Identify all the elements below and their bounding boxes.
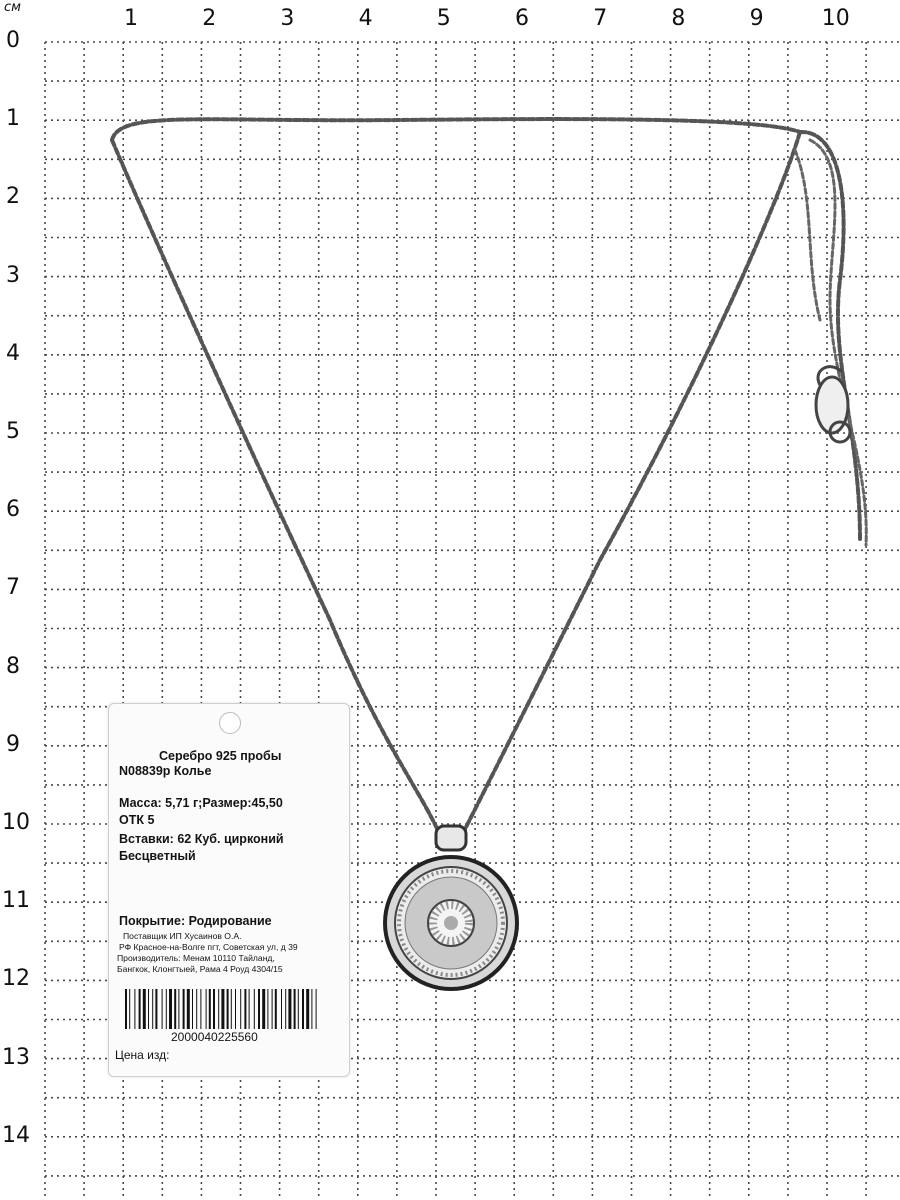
y-tick-label: 0 bbox=[6, 28, 20, 53]
x-tick-label: 2 bbox=[202, 6, 217, 31]
y-tick-label: 3 bbox=[6, 262, 20, 288]
y-tick-label: 12 bbox=[2, 966, 30, 992]
x-tick-label: 3 bbox=[280, 6, 295, 31]
x-tick-label: 8 bbox=[671, 6, 686, 31]
tag-manufacturer-address: Бангкок, Клонгтыей, Рама 4 Роуд 4304/15 bbox=[117, 964, 283, 974]
tag-price-label: Цена изд: bbox=[115, 1048, 170, 1062]
tag-barcode-number: 2000040225560 bbox=[171, 1030, 258, 1044]
y-tick-label: 1 bbox=[6, 106, 20, 132]
chain-extension bbox=[800, 132, 860, 540]
tag-color: Бесцветный bbox=[119, 849, 196, 863]
y-tick-label: 6 bbox=[6, 497, 20, 523]
y-tick-label: 14 bbox=[2, 1122, 30, 1148]
x-tick-label: 6 bbox=[515, 6, 529, 31]
chain-top-strand bbox=[112, 119, 800, 140]
x-tick-label: 4 bbox=[358, 6, 373, 31]
chain-right-strand bbox=[462, 132, 800, 835]
x-tick-label: 1 bbox=[124, 6, 138, 31]
pendant-bail bbox=[436, 826, 466, 850]
tag-hole bbox=[219, 712, 241, 734]
y-tick-label: 9 bbox=[6, 731, 20, 757]
y-tick-label: 8 bbox=[6, 653, 20, 679]
y-tick-label: 4 bbox=[6, 340, 20, 366]
barcode-image bbox=[123, 989, 323, 1029]
tag-article: N08839p Колье bbox=[119, 764, 212, 778]
tag-inserts: Вставки: 62 Куб. цирконий bbox=[119, 832, 284, 846]
chain-extension-3 bbox=[795, 150, 820, 320]
y-tick-label: 10 bbox=[2, 810, 30, 835]
x-tick-label: 5 bbox=[436, 6, 451, 31]
y-tick-label: 11 bbox=[2, 888, 30, 914]
y-tick-label: 5 bbox=[6, 419, 20, 444]
tag-supplier: Поставщик ИП Хусаинов О.А. bbox=[123, 931, 242, 941]
y-tick-label: 2 bbox=[6, 184, 20, 210]
y-tick-label: 7 bbox=[6, 575, 20, 601]
round-pendant bbox=[385, 857, 517, 989]
unit-label: см bbox=[4, 0, 21, 15]
x-tick-label: 10 bbox=[821, 6, 850, 31]
x-tick-label: 7 bbox=[593, 6, 608, 31]
tag-supplier-address: РФ Красное-на-Волге пгт, Советская ул, д 39 bbox=[119, 942, 298, 952]
tag-metal: Серебро 925 пробы bbox=[159, 749, 282, 763]
tag-manufacturer: Производитель: Менам 10110 Тайланд, bbox=[117, 953, 275, 963]
tag-coating: Покрытие: Родирование bbox=[119, 914, 272, 928]
y-tick-label: 13 bbox=[2, 1044, 30, 1070]
x-tick-label: 9 bbox=[749, 6, 764, 31]
tag-weight-size: Масса: 5,71 г;Размер:45,50 bbox=[119, 796, 283, 810]
price-tag bbox=[108, 703, 350, 1077]
tag-otk: ОТК 5 bbox=[119, 813, 155, 827]
